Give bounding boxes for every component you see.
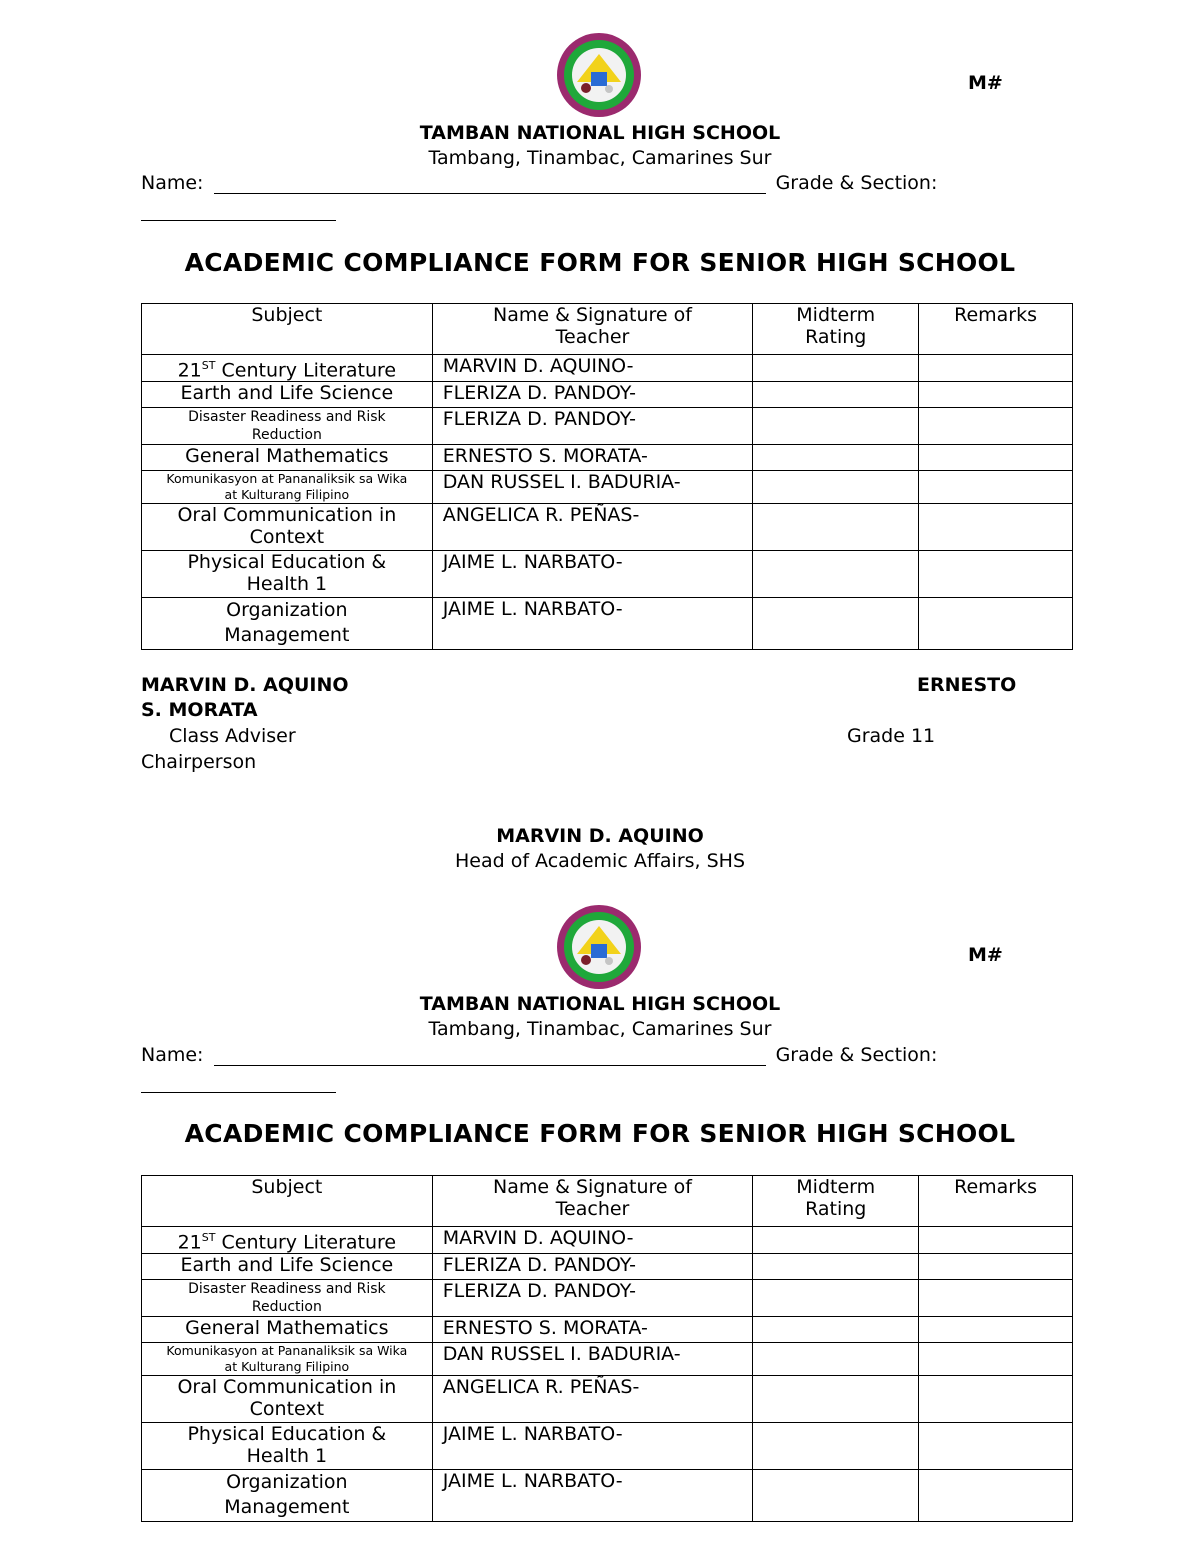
teacher-cell: FLERIZA D. PANDOY- (432, 1254, 753, 1280)
school-address: Tambang, Tinambac, Camarines Sur (428, 1018, 772, 1040)
table-row (142, 382, 1073, 408)
teacher-cell: DAN RUSSEL I. BADURIA- (432, 471, 753, 504)
table-header-row (142, 1176, 1073, 1227)
teacher-cell: ERNESTO S. MORATA- (432, 1317, 753, 1343)
header-subject: Subject (142, 1176, 433, 1227)
header-teacher: Name & Signature of Teacher (432, 304, 753, 355)
teacher-cell: ANGELICA R. PEÑAS- (432, 1376, 753, 1423)
school-address: Tambang, Tinambac, Camarines Sur (428, 147, 772, 169)
header-remarks: Remarks (919, 304, 1073, 355)
subject-cell: General Mathematics (142, 445, 433, 471)
grade-section-field[interactable] (141, 1072, 336, 1093)
midterm-cell[interactable] (753, 408, 919, 445)
form-title: ACADEMIC COMPLIANCE FORM FOR SENIOR HIGH SCHOOL (184, 1119, 1016, 1148)
table-row (142, 551, 1073, 598)
teacher-cell: MARVIN D. AQUINO- (432, 1227, 753, 1254)
header-midterm: Midterm Rating (753, 304, 919, 355)
midterm-cell[interactable] (753, 1280, 919, 1317)
midterm-cell[interactable] (753, 1343, 919, 1376)
table-row (142, 1343, 1073, 1376)
name-field-line (141, 172, 937, 194)
form-title: ACADEMIC COMPLIANCE FORM FOR SENIOR HIGH SCHOOL (184, 248, 1016, 277)
remarks-cell[interactable] (919, 1376, 1073, 1423)
remarks-cell[interactable] (919, 382, 1073, 408)
compliance-table (141, 303, 1073, 650)
teacher-cell: ANGELICA R. PEÑAS- (432, 504, 753, 551)
midterm-cell[interactable] (753, 445, 919, 471)
grade-section-label: Grade & Section: (775, 172, 938, 194)
teacher-cell: JAIME L. NARBATO- (432, 598, 753, 650)
subject-cell: Komunikasyon at Pananaliksik sa Wika at Kulturang Filipino (142, 471, 433, 504)
remarks-cell[interactable] (919, 1343, 1073, 1376)
school-name: TAMBAN NATIONAL HIGH SCHOOL (419, 993, 781, 1015)
teacher-cell: DAN RUSSEL I. BADURIA- (432, 1343, 753, 1376)
subject-cell: Organization Management (142, 1470, 433, 1522)
subject-cell: Oral Communication in Context (142, 504, 433, 551)
chair-title-part1: Grade 11 (847, 725, 936, 747)
adviser-name: MARVIN D. AQUINO (141, 674, 349, 696)
table-row (142, 408, 1073, 445)
midterm-cell[interactable] (753, 1317, 919, 1343)
midterm-cell[interactable] (753, 551, 919, 598)
remarks-cell[interactable] (919, 355, 1073, 382)
midterm-cell[interactable] (753, 1376, 919, 1423)
remarks-cell[interactable] (919, 1227, 1073, 1254)
chair-name-part1: ERNESTO (917, 674, 1017, 696)
chair-title-part2: Chairperson (141, 751, 257, 773)
remarks-cell[interactable] (919, 551, 1073, 598)
teacher-cell: ERNESTO S. MORATA- (432, 445, 753, 471)
table-row (142, 355, 1073, 382)
remarks-cell[interactable] (919, 1254, 1073, 1280)
head-title: Head of Academic Affairs, SHS (454, 850, 746, 872)
compliance-table (141, 1175, 1073, 1522)
subject-cell: Disaster Readiness and Risk Reduction (142, 408, 433, 445)
subject-cell: Organization Management (142, 598, 433, 650)
school-seal-icon (551, 904, 647, 990)
table-header-row (142, 304, 1073, 355)
midterm-cell[interactable] (753, 471, 919, 504)
remarks-cell[interactable] (919, 408, 1073, 445)
m-number: M# (968, 72, 1003, 94)
grade-section-label: Grade & Section: (775, 1044, 938, 1066)
midterm-cell[interactable] (753, 1227, 919, 1254)
grade-section-field[interactable] (141, 200, 336, 221)
midterm-cell[interactable] (753, 1254, 919, 1280)
teacher-cell: FLERIZA D. PANDOY- (432, 382, 753, 408)
midterm-cell[interactable] (753, 382, 919, 408)
teacher-cell: MARVIN D. AQUINO- (432, 355, 753, 382)
table-row (142, 445, 1073, 471)
table-row (142, 471, 1073, 504)
table-row (142, 598, 1073, 650)
m-number: M# (968, 944, 1003, 966)
subject-cell: 21ST Century Literature (142, 355, 433, 382)
remarks-cell[interactable] (919, 1423, 1073, 1470)
subject-cell: Physical Education & Health 1 (142, 1423, 433, 1470)
header-subject: Subject (142, 304, 433, 355)
name-label: Name: (141, 172, 204, 194)
subject-cell: Disaster Readiness and Risk Reduction (142, 1280, 433, 1317)
teacher-cell: JAIME L. NARBATO- (432, 551, 753, 598)
subject-cell: Earth and Life Science (142, 382, 433, 408)
remarks-cell[interactable] (919, 1280, 1073, 1317)
head-name: MARVIN D. AQUINO (496, 825, 704, 847)
teacher-cell: FLERIZA D. PANDOY- (432, 408, 753, 445)
subject-cell: Komunikasyon at Pananaliksik sa Wika at Kulturang Filipino (142, 1343, 433, 1376)
table-row (142, 1227, 1073, 1254)
table-row (142, 1423, 1073, 1470)
table-row (142, 1280, 1073, 1317)
teacher-cell: JAIME L. NARBATO- (432, 1470, 753, 1522)
subject-cell: Physical Education & Health 1 (142, 551, 433, 598)
chair-name-part2: S. MORATA (141, 699, 258, 721)
header-teacher: Name & Signature of Teacher (432, 1176, 753, 1227)
subject-cell: Oral Communication in Context (142, 1376, 433, 1423)
midterm-cell[interactable] (753, 1470, 919, 1522)
remarks-cell[interactable] (919, 445, 1073, 471)
remarks-cell[interactable] (919, 1317, 1073, 1343)
remarks-cell[interactable] (919, 598, 1073, 650)
table-row (142, 504, 1073, 551)
midterm-cell[interactable] (753, 1423, 919, 1470)
teacher-cell: FLERIZA D. PANDOY- (432, 1280, 753, 1317)
header-remarks: Remarks (919, 1176, 1073, 1227)
school-seal-icon (551, 32, 647, 118)
table-row (142, 1254, 1073, 1280)
name-field[interactable] (214, 173, 766, 194)
table-row (142, 1317, 1073, 1343)
table-row (142, 1376, 1073, 1423)
table-row (142, 1470, 1073, 1522)
remarks-cell[interactable] (919, 504, 1073, 551)
subject-cell: General Mathematics (142, 1317, 433, 1343)
header-midterm: Midterm Rating (753, 1176, 919, 1227)
teacher-cell: JAIME L. NARBATO- (432, 1423, 753, 1470)
name-field[interactable] (214, 1045, 766, 1066)
name-label: Name: (141, 1044, 204, 1066)
midterm-cell[interactable] (753, 355, 919, 382)
midterm-cell[interactable] (753, 598, 919, 650)
remarks-cell[interactable] (919, 1470, 1073, 1522)
remarks-cell[interactable] (919, 471, 1073, 504)
midterm-cell[interactable] (753, 504, 919, 551)
subject-cell: Earth and Life Science (142, 1254, 433, 1280)
adviser-title: Class Adviser (169, 725, 296, 747)
name-field-line (141, 1044, 937, 1066)
subject-cell: 21ST Century Literature (142, 1227, 433, 1254)
school-name: TAMBAN NATIONAL HIGH SCHOOL (419, 122, 781, 144)
